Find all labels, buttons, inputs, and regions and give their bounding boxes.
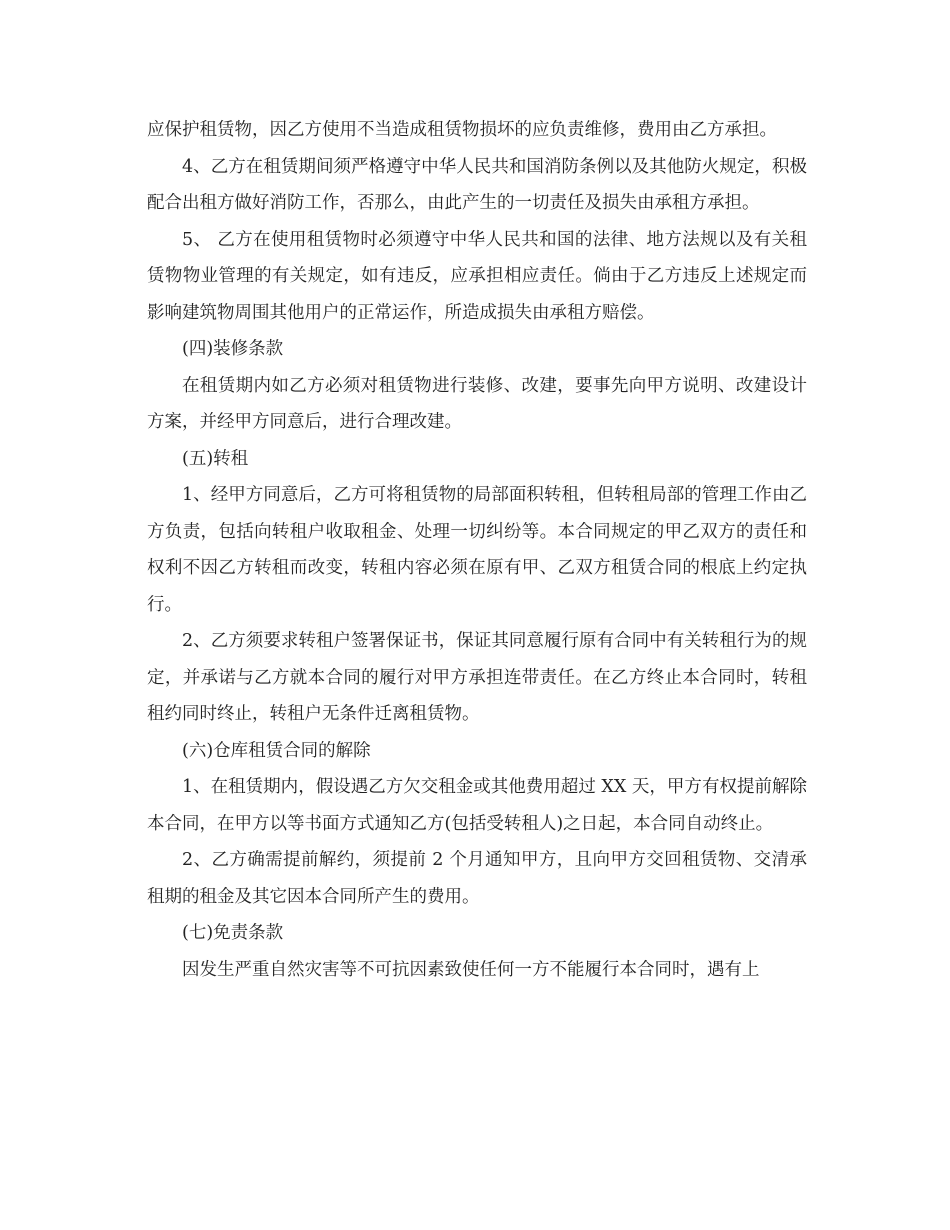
section-heading-sublease: (五)转租: [182, 448, 249, 469]
paragraph-sublease-1: 1、经甲方同意后，乙方可将租赁物的局部面积转租，但转租局部的管理工作由乙方负责，包括向转租户收取租金、处理一切纠纷等。本合同规定的甲乙双方的责任和权利不因乙方转租而改变，转租内容必须在原有甲、乙双方租赁合同的根底上约定执行。: [147, 485, 807, 615]
paragraph-sublease-2: 2、乙方须要求转租户签署保证书，保证其同意履行原有合同中有关转租行为的规定，并承诺与乙方就本合同的履行对甲方承担连带责任。在乙方终止本合同时，转租租约同时终止，转租户无条件迁离租赁物。: [147, 631, 807, 724]
paragraph-clause-5: 5、 乙方在使用租赁物时必须遵守中华人民共和国的法律、地方法规以及有关租赁物物业管理的有关规定，如有违反，应承担相应责任。倘由于乙方违反上述规定而影响建筑物周围其他用户的正常运作，所造成损失由承租方赔偿。: [147, 229, 807, 323]
section-heading-decoration: (四)装修条款: [182, 339, 284, 359]
document-body: [147, 112, 807, 988]
paragraph-termination-1: 1、在租赁期内，假设遇乙方欠交租金或其他费用超过 XX 天，甲方有权提前解除本合同，在甲方以等书面方式通知乙方(包括受转租人)之日起，本合同自动终止。: [147, 777, 807, 834]
paragraph-continuation: 应保护租赁物，因乙方使用不当造成租赁物损坏的应负责维修，费用由乙方承担。: [147, 120, 777, 140]
paragraph-clause-4: 4、乙方在租赁期间须严格遵守中华人民共和国消防条例以及其他防火规定，积极配合出租方做好消防工作，否那么，由此产生的一切责任及损失由承租方承担。: [147, 156, 807, 213]
section-heading-termination: (六)仓库租赁合同的解除: [182, 740, 371, 761]
paragraph-decoration: 在租赁期内如乙方必须对租赁物进行装修、改建，要事先向甲方说明、改建设计方案，并经甲方同意后，进行合理改建。: [147, 375, 807, 432]
paragraph-exemption: 因发生严重自然灾害等不可抗因素致使任何一方不能履行本合同时，遇有上: [182, 959, 760, 980]
paragraph-termination-2: 2、乙方确需提前解约，须提前 2 个月通知甲方，且向甲方交回租赁物、交清承租期的租金及其它因本合同所产生的费用。: [147, 850, 807, 907]
section-heading-exemption: (七)免责条款: [182, 923, 284, 943]
